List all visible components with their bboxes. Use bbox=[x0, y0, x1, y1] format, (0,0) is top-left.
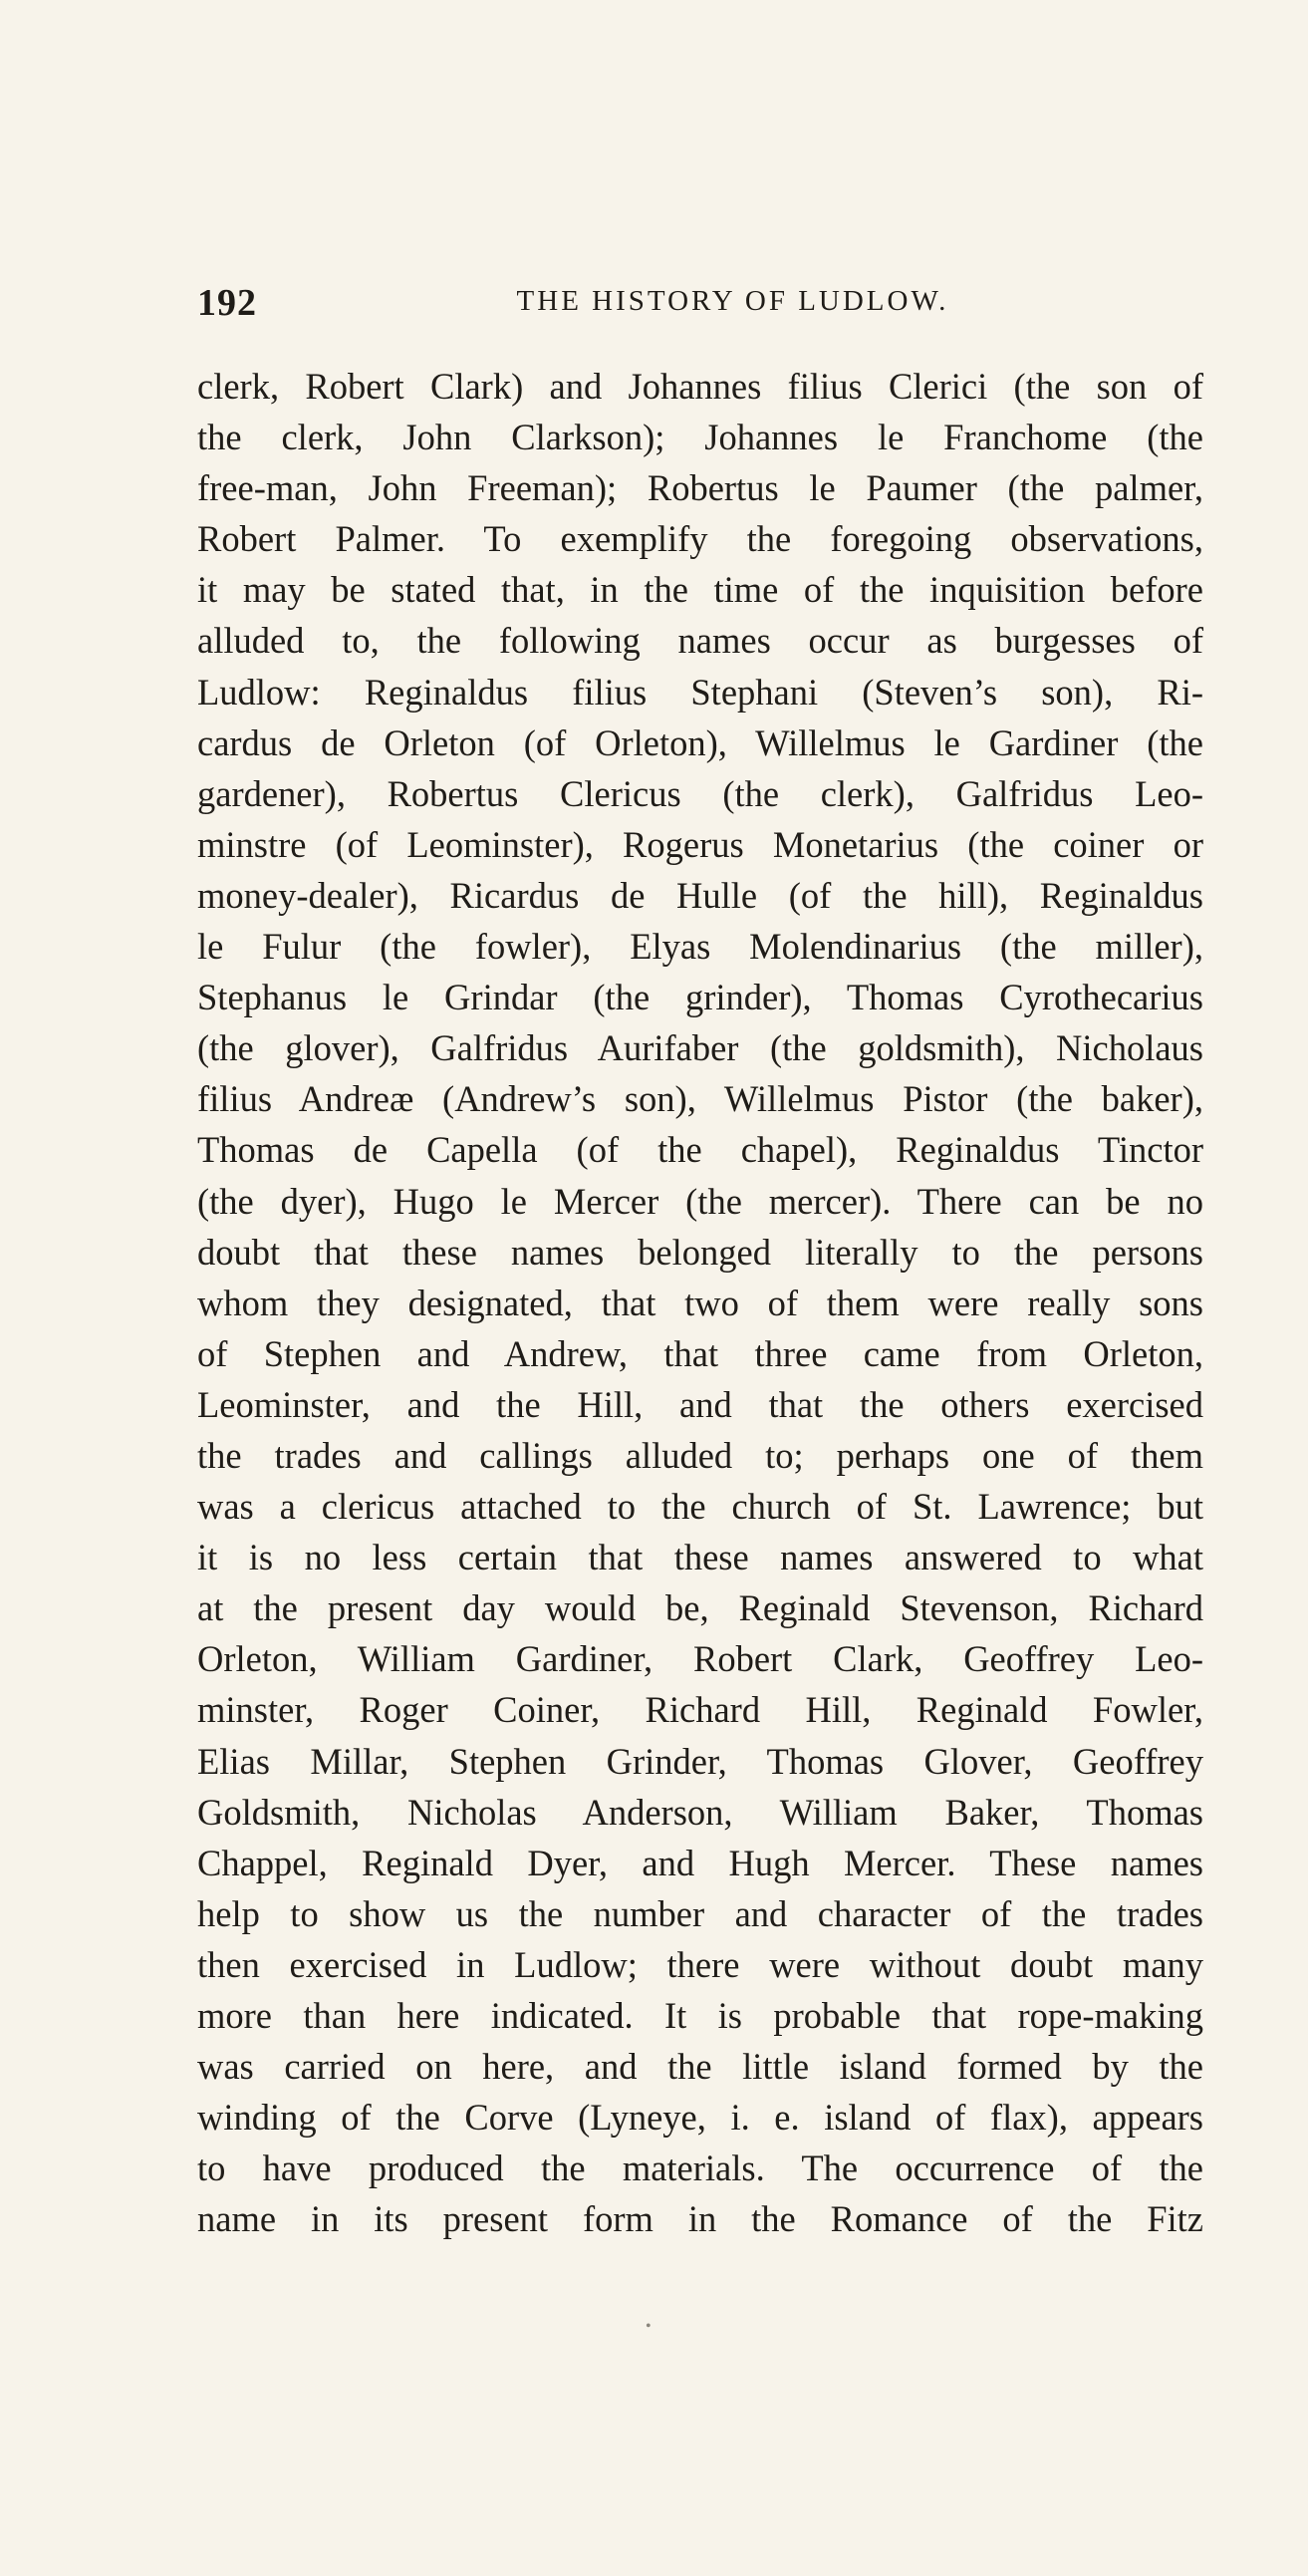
text-line-content: was a clericus attached to the church of St. Lawrence; but bbox=[197, 1486, 1203, 1528]
text-line-content: Goldsmith, Nicholas Anderson, William Baker, Thomas bbox=[197, 1791, 1203, 1833]
text-line bbox=[197, 1073, 1203, 1124]
text-line-content: Chappel, Reginald Dyer, and Hugh Mercer. These names bbox=[197, 1842, 1203, 1883]
text-line bbox=[197, 1582, 1203, 1633]
text-line-content: (the glover), Galfridus Aurifaber (the goldsmith), Nicholaus bbox=[197, 1027, 1203, 1069]
text-line bbox=[197, 2193, 1203, 2244]
text-line bbox=[197, 921, 1203, 972]
text-line bbox=[197, 1430, 1203, 1481]
text-line-content: Orleton, William Gardiner, Robert Clark, Geoffrey Leo- bbox=[197, 1638, 1203, 1680]
text-line-content: whom they designated, that two of them were really sons bbox=[197, 1282, 1203, 1323]
text-line-content: le Fulur (the fowler), Elyas Molendinarius (the miller), bbox=[197, 926, 1203, 968]
text-line-content: Robert Palmer. To exemplify the foregoing observations, bbox=[197, 518, 1203, 560]
text-line-content: winding of the Corve (Lyneye, i. e. island of flax), appears bbox=[197, 2097, 1203, 2139]
text-line bbox=[197, 1227, 1203, 1278]
text-line bbox=[197, 667, 1203, 717]
text-line-content: clerk, Robert Clark) and Johannes filius Clerici (the son of bbox=[197, 366, 1203, 407]
text-line bbox=[197, 1787, 1203, 1838]
text-line-content: the clerk, John Clarkson); Johannes le Franchome (the bbox=[197, 417, 1203, 458]
text-line bbox=[197, 1278, 1203, 1328]
text-line-content: then exercised in Ludlow; there were without doubt many bbox=[197, 1943, 1203, 1985]
text-line-content: more than here indicated. It is probable that rope-making bbox=[197, 1995, 1203, 2036]
text-line bbox=[197, 2143, 1203, 2193]
body-text bbox=[197, 361, 1203, 2244]
text-line bbox=[197, 615, 1203, 666]
text-line-content: Leominster, and the Hill, and that the others exercised bbox=[197, 1383, 1203, 1425]
text-line bbox=[197, 972, 1203, 1022]
text-line bbox=[197, 717, 1203, 768]
text-line bbox=[197, 1990, 1203, 2041]
text-line-content: free-man, John Freeman); Robertus le Paumer (the palmer, bbox=[197, 467, 1203, 509]
text-line-content: money-dealer), Ricardus de Hulle (of the hill), Reginaldus bbox=[197, 874, 1203, 916]
running-title: THE HISTORY OF LUDLOW. bbox=[516, 285, 949, 317]
text-line bbox=[197, 1888, 1203, 1939]
footer-mark: • bbox=[646, 2318, 652, 2335]
text-line-content: gardener), Robertus Clericus (the clerk), Galfridus Leo- bbox=[197, 772, 1203, 814]
text-line-content: Thomas de Capella (of the chapel), Reginaldus Tinctor bbox=[197, 1129, 1203, 1171]
text-line bbox=[197, 361, 1203, 412]
text-line-content: it is no less certain that these names answered to what bbox=[197, 1537, 1203, 1578]
text-line-content: at the present day would be, Reginald Stevenson, Richard bbox=[197, 1587, 1203, 1629]
text-line bbox=[197, 2092, 1203, 2143]
text-line-content: Ludlow: Reginaldus filius Stephani (Steven’s son), Ri- bbox=[197, 671, 1203, 713]
text-line-content: minster, Roger Coiner, Richard Hill, Reginald Fowler, bbox=[197, 1689, 1203, 1731]
text-line-content: Elias Millar, Stephen Grinder, Thomas Glover, Geoffrey bbox=[197, 1740, 1203, 1782]
text-line-content: filius Andreæ (Andrew’s son), Willelmus Pistor (the baker), bbox=[197, 1078, 1203, 1120]
text-line-content: Stephanus le Grindar (the grinder), Thomas Cyrothecarius bbox=[197, 977, 1203, 1018]
text-line bbox=[197, 1736, 1203, 1787]
text-line bbox=[197, 1022, 1203, 1073]
text-line-content: (the dyer), Hugo le Mercer (the mercer). There can be no bbox=[197, 1180, 1203, 1222]
text-line bbox=[197, 462, 1203, 513]
text-line bbox=[197, 1124, 1203, 1175]
text-line bbox=[197, 2041, 1203, 2092]
text-line-content: name in its present form in the Romance of the Fitz bbox=[197, 2198, 1203, 2240]
text-line bbox=[197, 1379, 1203, 1430]
text-line bbox=[197, 768, 1203, 819]
text-line-content: cardus de Orleton (of Orleton), Willelmus le Gardiner (the bbox=[197, 721, 1203, 763]
text-line bbox=[197, 1532, 1203, 1582]
text-line-content: to have produced the materials. The occurrence of the bbox=[197, 2147, 1203, 2189]
text-line bbox=[197, 819, 1203, 870]
text-line bbox=[197, 564, 1203, 615]
text-line bbox=[197, 1684, 1203, 1735]
text-line-content: minstre (of Leominster), Rogerus Monetarius (the coiner or bbox=[197, 823, 1203, 865]
text-line bbox=[197, 1328, 1203, 1379]
text-line bbox=[197, 412, 1203, 462]
text-line bbox=[197, 1481, 1203, 1532]
text-line bbox=[197, 1633, 1203, 1684]
text-line bbox=[197, 513, 1203, 564]
text-line-content: the trades and callings alluded to; perhaps one of them bbox=[197, 1434, 1203, 1476]
running-head bbox=[197, 281, 1208, 331]
text-line-content: help to show us the number and character of the trades bbox=[197, 1892, 1203, 1934]
text-line-content: was carried on here, and the little island formed by the bbox=[197, 2046, 1203, 2088]
text-line bbox=[197, 1939, 1203, 1990]
text-line-content: doubt that these names belonged literally to the persons bbox=[197, 1231, 1203, 1273]
text-line-content: alluded to, the following names occur as burgesses of bbox=[197, 620, 1203, 662]
text-line-content: it may be stated that, in the time of the inquisition before bbox=[197, 569, 1203, 611]
text-line-content: of Stephen and Andrew, that three came from Orleton, bbox=[197, 1332, 1203, 1374]
text-line bbox=[197, 1838, 1203, 1888]
text-line bbox=[197, 1176, 1203, 1227]
page-number: 192 bbox=[197, 282, 257, 324]
text-line bbox=[197, 870, 1203, 921]
